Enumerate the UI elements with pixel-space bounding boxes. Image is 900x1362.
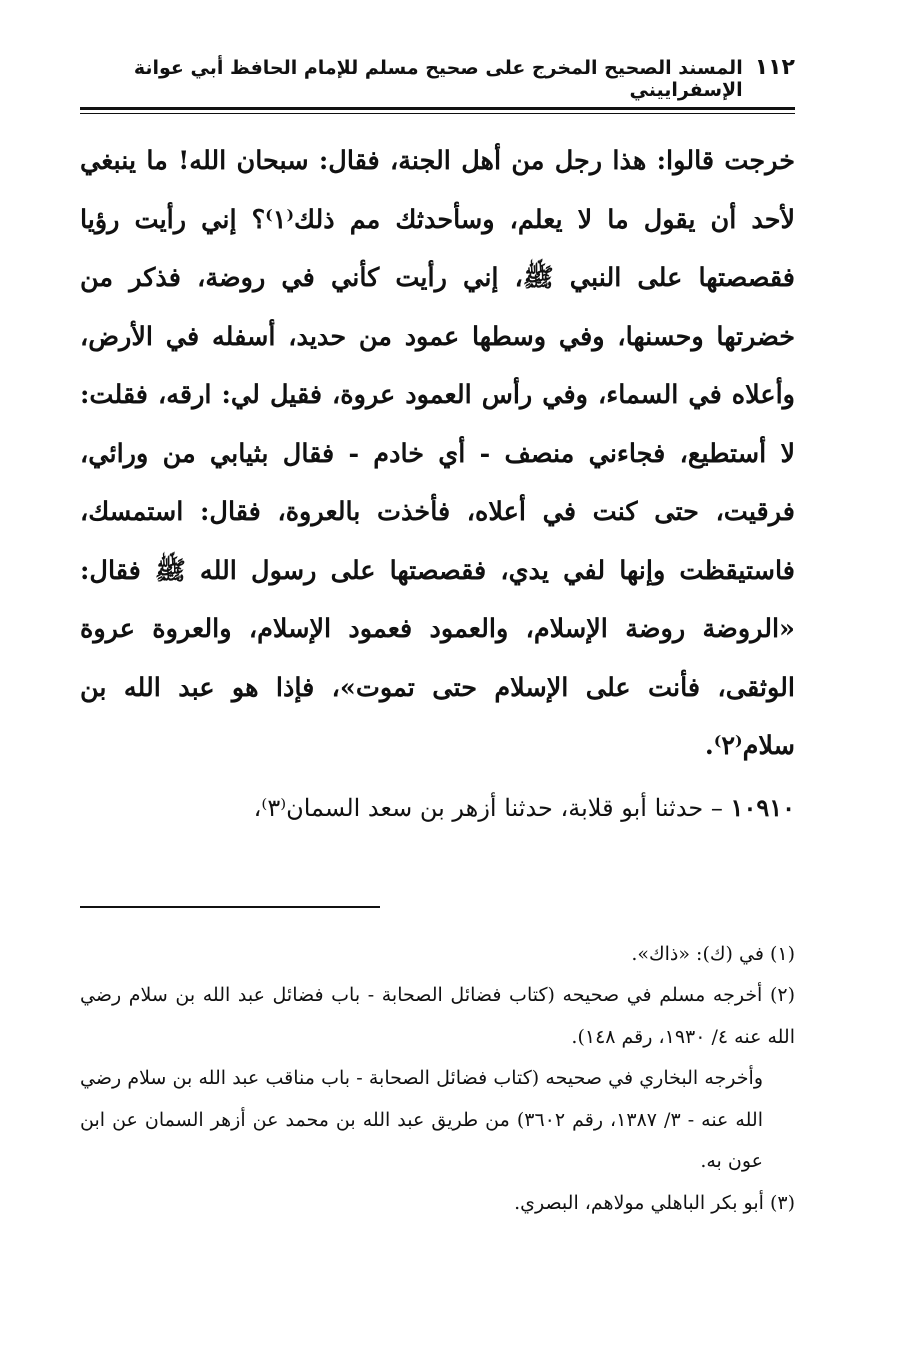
footnotes — [80, 934, 795, 1225]
footnote-3: (٣) أبو بكر الباهلي مولاهم، البصري. — [514, 1191, 795, 1214]
document-page — [80, 55, 795, 1224]
running-header — [80, 55, 795, 105]
hadith-entry — [80, 788, 795, 828]
book-title: المسند الصحيح المخرج على صحيح مسلم للإمام الحافظ أبي عوانة الإسفراييني — [133, 57, 743, 101]
footnote-1: (١) في (ك): «ذاك». — [631, 942, 795, 965]
main-text — [80, 132, 795, 776]
narration-paragraph: خرجت قالوا: هذا رجل من أهل الجنة، فقال: سبحان الله! ما ينبغي لأحد أن يقول ما لا يعلم، وسأحدثك مم ذلك⁽١⁾؟ إني رأيت رؤيا فقصصتها على النبي ﷺ، إني رأيت كأني في روضة، فذكر من خضرتها وحسنها، وفي وسطها عمود من حديد، أسفله في الأرض، وأعلاه في السماء، وفي رأس العمود عروة، فقيل لي: ارقه، فقلت: لا أستطيع، فجاءني منصف - أي خادم - فقال بثيابي من ورائي، فرقيت، حتى كنت في أعلاه، فأخذت بالعروة، فقال: استمسك، فاستيقظت وإنها لفي يدي، فقصصتها على رسول الله ﷺ فقال: «الروضة روضة الإسلام، والعمود فعمود الإسلام، والعروة عروة الوثقى، فأنت على الإسلام حتى تموت»، فإذا هو عبد الله بن سلام⁽٢⁾. — [80, 146, 796, 761]
header-rule-thick — [80, 107, 795, 110]
hadith-text: حدثنا أبو قلابة، حدثنا أزهر بن سعد السمان⁽٣⁾، — [253, 793, 704, 822]
hadith-dash: – — [703, 793, 723, 822]
hadith-number: ١٠٩١٠ — [730, 792, 795, 822]
footnote-2-continued: وأخرجه البخاري في صحيحه (كتاب فضائل الصحابة - باب مناقب عبد الله بن سلام رضي الله عنه - ٣/ ١٣٨٧، رقم ٣٦٠٢) من طريق عبد الله بن محمد عن أزهر السمان عن ابن عون به. — [80, 1067, 763, 1172]
footnote-separator — [80, 906, 380, 908]
page-number: ١١٢ — [754, 55, 795, 80]
footnote-2: (٢) أخرجه مسلم في صحيحه (كتاب فضائل الصحابة - باب فضائل عبد الله بن سلام رضي الله عنه ٤/ ١٩٣٠، رقم ١٤٨). — [80, 984, 795, 1048]
header-rule-thin — [80, 113, 795, 114]
